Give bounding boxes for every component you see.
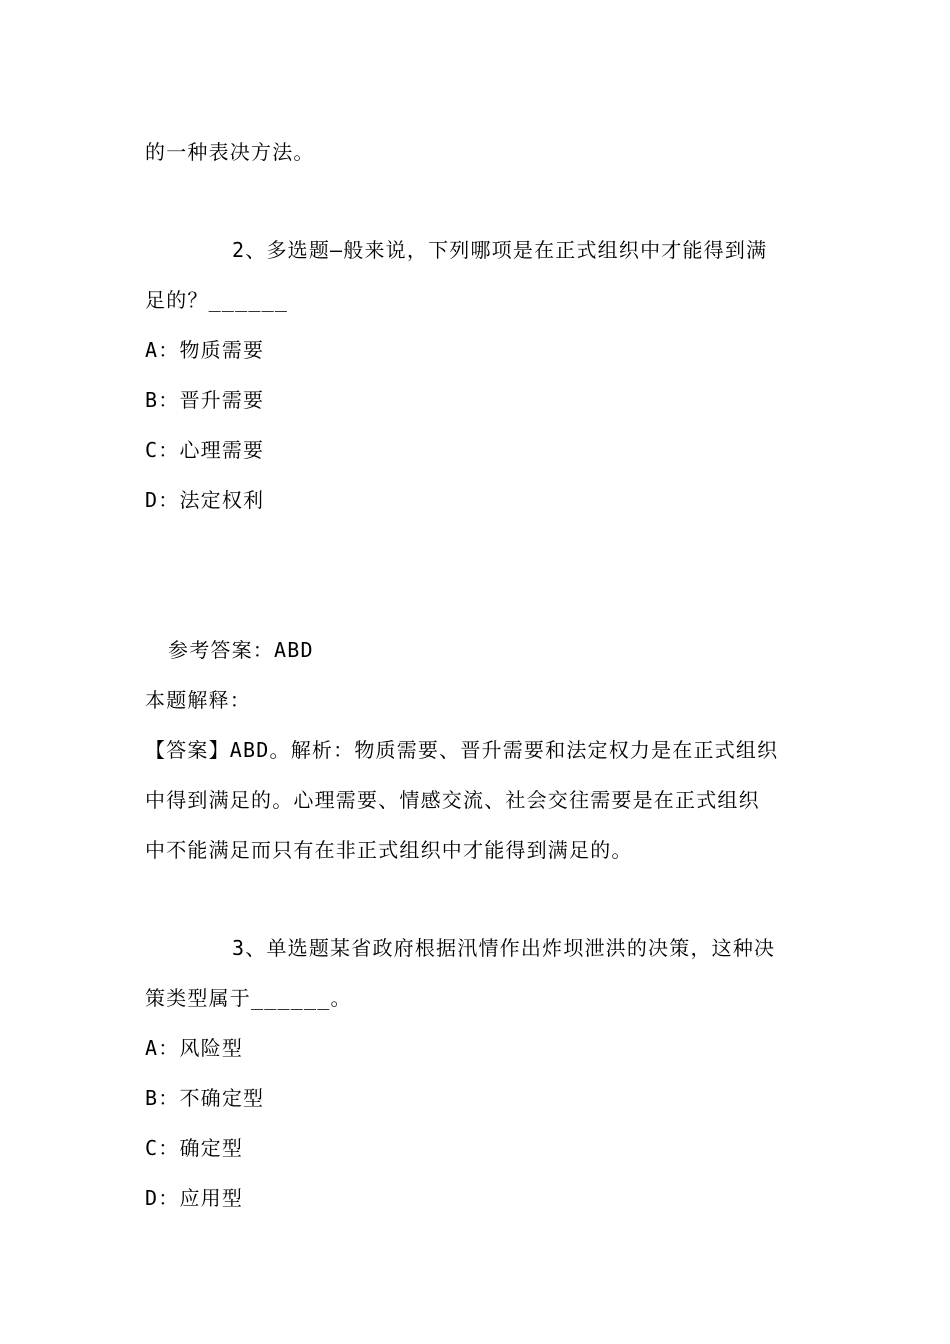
question-3-stem-line-2 <box>145 984 352 1012</box>
question-2-option-a: A：物质需要 <box>145 338 265 362</box>
question-3-option-a: A：风险型 <box>145 1036 244 1060</box>
question-2-option-d: D：法定权利 <box>145 488 265 512</box>
question-3-option-b: B：不确定型 <box>145 1086 265 1110</box>
question-3-stem-line-1: 3、单选题某省政府根据汛情作出炸坝泄洪的决策，这种决 <box>232 936 776 960</box>
question-2-blank: ______ <box>208 288 289 312</box>
question-3-option-d: D：应用型 <box>145 1186 244 1210</box>
question-2-explain-line-3: 中不能满足而只有在非正式组织中才能得到满足的。 <box>145 838 633 862</box>
question-2-stem-line-2 <box>145 286 288 314</box>
question-2-explain-line-1: 【答案】ABD。解析：物质需要、晋升需要和法定权力是在正式组织 <box>145 738 779 762</box>
question-3-stem-end: 。 <box>330 986 352 1010</box>
question-2-answer: 参考答案：ABD <box>168 638 314 662</box>
question-2-option-c: C：心理需要 <box>145 438 265 462</box>
question-2-stem-text: 足的？ <box>145 288 209 312</box>
question-3-option-c: C：确定型 <box>145 1136 244 1160</box>
question-2-explain-line-2: 中得到满足的。心理需要、情感交流、社会交往需要是在正式组织 <box>145 788 760 812</box>
continuation-text: 的一种表决方法。 <box>145 140 315 164</box>
question-3-blank: ______ <box>251 986 331 1010</box>
question-2-explain-title: 本题解释： <box>145 688 251 712</box>
question-2-stem-line-1: 2、多选题—般来说，下列哪项是在正式组织中才能得到满 <box>232 238 768 262</box>
question-2-option-b: B：晋升需要 <box>145 388 265 412</box>
question-3-stem-text: 策类型属于 <box>145 986 251 1010</box>
